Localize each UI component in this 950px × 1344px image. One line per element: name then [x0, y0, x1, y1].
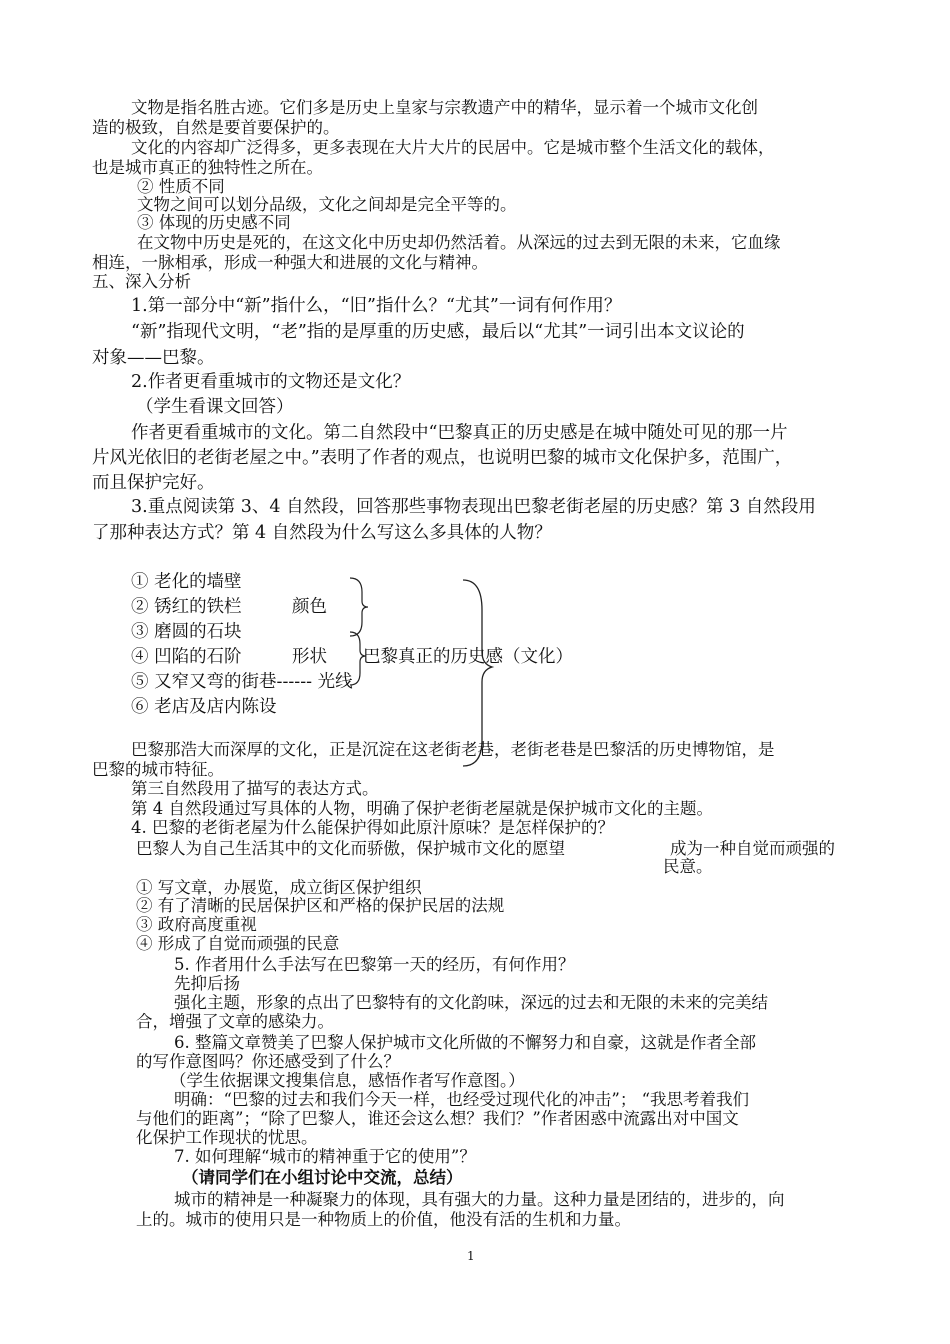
para-culture-museum-1: 巴黎那浩大而深厚的文化，正是沉淀在这老街老巷，老街老巷是巴黎活的历史博物馆，是	[131, 740, 775, 759]
brace-large	[463, 580, 492, 766]
section-heading-5: 五、深入分析	[92, 272, 191, 291]
measure-1: ① 写文章，办展览，成立街区保护组织	[136, 878, 422, 897]
label-shape: 形状	[292, 647, 327, 667]
answer-2-line-3: 而且保护完好。	[92, 473, 215, 493]
answer-4-line-1: 巴黎人为自己生活其中的文化而骄傲，保护城市文化的愿望	[136, 839, 565, 858]
label-result: 巴黎真正的历史感（文化）	[363, 647, 573, 667]
answer-2-line-2: 片风光依旧的老街老屋之中。”表明了作者的观点，也说明巴黎的城市文化保护多，范围广，	[92, 448, 793, 468]
answer-6-line-3: 化保护工作现状的忧思。	[136, 1128, 318, 1147]
para-relics-1: 文物是指名胜古迹。它们多是历史上皇家与宗教遗产中的精华，显示着一个城市文化创	[131, 98, 758, 117]
para-culture-1: 文化的内容却广泛得多，更多表现在大片大片的民居中。它是城市整个生活文化的载体，	[131, 138, 775, 157]
para-characters: 第 4 自然段通过写具体的人物，明确了保护老街老屋就是保护城市文化的主题。	[131, 799, 713, 818]
para-relics-2: 造的极致，自然是要首要保护的。	[92, 118, 340, 137]
question-2: 2.作者更看重城市的文物还是文化？	[131, 372, 411, 392]
question-7: 7. 如何理解“城市的精神重于它的使用”？	[174, 1147, 476, 1166]
measure-2: ② 有了清晰的民居保护区和严格的保护民居的法规	[136, 896, 505, 915]
point-nature: ② 性质不同	[137, 177, 225, 196]
question-4: 4. 巴黎的老街老屋为什么能保护得如此原汁原味？是怎样保护的？	[131, 818, 614, 837]
answer-4-line-1b: 成为一种自觉而顽强的	[670, 839, 835, 858]
question-7-note: （请同学们在小组讨论中交流，总结）	[182, 1168, 463, 1187]
question-6-line-1: 6. 整篇文章赞美了巴黎人保护城市文化所做的不懈努力和自豪，这就是作者全部	[174, 1033, 756, 1052]
para-grades: 文物之间可以划分品级，文化之间却是完全平等的。	[137, 195, 517, 214]
measure-4: ④ 形成了自觉而顽强的民意	[136, 934, 340, 953]
question-5: 5. 作者用什么手法写在巴黎第一天的经历，有何作用？	[174, 955, 575, 974]
measure-3: ③ 政府高度重视	[136, 915, 257, 934]
answer-7-line-1: 城市的精神是一种凝聚力的体现，具有强大的力量。这种力量是团结的，进步的，向	[174, 1190, 785, 1209]
answer-1-line-2: 对象——巴黎。	[92, 348, 215, 368]
diagram-item-5: ⑤ 又窄又弯的街巷------ 光线	[131, 672, 353, 692]
question-3-line-1: 3.重点阅读第 3、4 自然段，回答那些事物表现出巴黎老街老屋的历史感？第 3 自然段用	[131, 497, 816, 517]
question-1: 1.第一部分中“新”指什么，“旧”指什么？“尤其”一词有何作用？	[131, 296, 622, 316]
brace-small	[350, 578, 368, 636]
question-3-line-2: 了那种表达方式？第 4 自然段为什么写这么多具体的人物？	[92, 523, 552, 543]
answer-4-line-2: 民意。	[663, 857, 713, 876]
para-culture-2: 也是城市真正的独特性之所在。	[92, 158, 323, 177]
diagram-item-1: ① 老化的墙壁	[131, 572, 242, 592]
answer-6-line-1: 明确：“巴黎的过去和我们今天一样，也经受过现代化的冲击”； “我思考着我们	[174, 1090, 750, 1109]
para-living-history-1: 在文物中历史是死的，在这文化中历史却仍然活着。从深远的过去到无限的未来，它血缘	[137, 233, 781, 252]
para-culture-museum-2: 巴黎的城市特征。	[92, 760, 224, 779]
page-number: 1	[467, 1249, 475, 1263]
question-6-note: （学生依据课文搜集信息，感悟作者写作意图。）	[170, 1071, 525, 1090]
diagram-item-4: ④ 凹陷的石阶	[131, 647, 242, 667]
answer-2-line-1: 作者更看重城市的文化。第二自然段中“巴黎真正的历史感是在城中随处可见的那一片	[131, 423, 788, 443]
answer-5-method: 先抑后扬	[174, 974, 240, 993]
answer-6-line-2: 与他们的距离”；“除了巴黎人，谁还会这么想？我们？”作者困惑中流露出对中国文	[136, 1109, 739, 1128]
answer-1-line-1: “新”指现代文明，“老”指的是厚重的历史感，最后以“尤其”一词引出本文议论的	[131, 322, 745, 342]
point-history: ③ 体现的历史感不同	[137, 213, 291, 232]
answer-5-line-1: 强化主题，形象的点出了巴黎特有的文化韵味，深远的过去和无限的未来的完美结	[174, 993, 768, 1012]
para-living-history-2: 相连，一脉相承，形成一种强大和进展的文化与精神。	[92, 253, 488, 272]
label-color: 颜色	[292, 597, 327, 617]
question-2-note: （学生看课文回答）	[136, 397, 294, 417]
diagram-item-3: ③ 磨圆的石块	[131, 622, 242, 642]
answer-5-line-2: 合，增强了文章的感染力。	[136, 1012, 334, 1031]
diagram-item-6: ⑥ 老店及店内陈设	[131, 697, 277, 717]
question-6-line-2: 的写作意图吗？你还感受到了什么？	[136, 1052, 400, 1071]
para-description: 第三自然段用了描写的表达方式。	[131, 779, 379, 798]
answer-7-line-2: 上的。城市的使用只是一种物质上的价值，他没有活的生机和力量。	[136, 1210, 631, 1229]
diagram-item-2: ② 锈红的铁栏	[131, 597, 242, 617]
